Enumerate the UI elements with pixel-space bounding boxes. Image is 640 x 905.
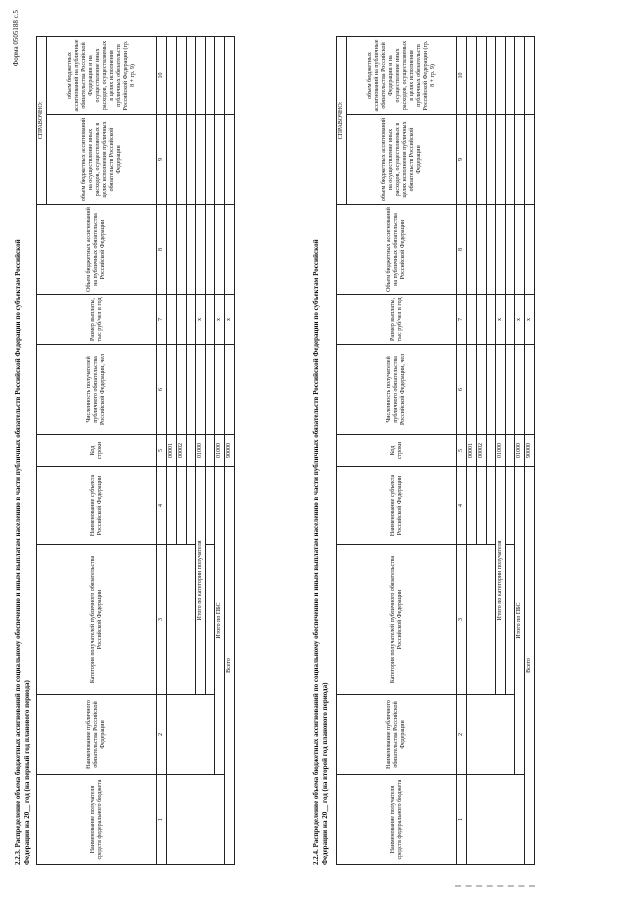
cell bbox=[225, 345, 235, 435]
row-code: 00002 bbox=[177, 435, 187, 467]
cell bbox=[187, 115, 196, 205]
total-pbs-code: 01000 bbox=[215, 435, 225, 467]
cell bbox=[506, 435, 515, 467]
cell bbox=[467, 295, 477, 345]
cell-subject bbox=[187, 467, 196, 545]
header-reference: СПРАВОЧНО: bbox=[37, 37, 47, 205]
row-code: 00002 bbox=[477, 435, 487, 467]
cell bbox=[177, 345, 187, 435]
cell-subject bbox=[477, 467, 487, 545]
header-payment: Размер выплаты, тыс руб/чел в год bbox=[37, 295, 157, 345]
cell bbox=[206, 37, 215, 115]
cell bbox=[506, 37, 515, 115]
cell bbox=[206, 115, 215, 205]
blank-cell bbox=[506, 467, 515, 545]
cell bbox=[525, 115, 535, 205]
cell bbox=[477, 295, 487, 345]
colnum-9: 9 bbox=[457, 115, 467, 205]
header-subject: Наименование субъекта Российской Федерации bbox=[37, 467, 157, 545]
total-category-x: x bbox=[196, 295, 206, 345]
total-pbs-label: Итого по ПБС bbox=[515, 467, 525, 775]
colnum-5: 5 bbox=[457, 435, 467, 467]
cell bbox=[187, 435, 196, 467]
cell bbox=[477, 345, 487, 435]
colnum-8: 8 bbox=[157, 205, 167, 295]
cell-obligation bbox=[467, 695, 515, 775]
total-pbs-label: Итого по ПБС bbox=[215, 467, 225, 775]
grand-total-code: 90000 bbox=[225, 435, 235, 467]
cell bbox=[196, 37, 206, 115]
cell bbox=[177, 295, 187, 345]
colnum-1: 1 bbox=[457, 775, 467, 865]
grand-total-code: 90000 bbox=[525, 435, 535, 467]
total-pbs-x: x bbox=[515, 295, 525, 345]
colnum-6: 6 bbox=[457, 345, 467, 435]
cell bbox=[206, 435, 215, 467]
header-recipient: Наименование получателя средств федерального бюджета bbox=[37, 775, 157, 865]
colnum-3: 3 bbox=[157, 545, 167, 695]
header-count: Численность получателей публичного обязательства Российской Федерации, чел bbox=[37, 345, 157, 435]
cell bbox=[215, 345, 225, 435]
scan-artifact-divider bbox=[455, 885, 535, 887]
cell bbox=[506, 205, 515, 295]
cell bbox=[206, 295, 215, 345]
cell bbox=[515, 205, 525, 295]
cell bbox=[477, 205, 487, 295]
cell bbox=[496, 205, 506, 295]
cell bbox=[496, 37, 506, 115]
cell-recipient bbox=[167, 775, 225, 865]
cell bbox=[496, 345, 506, 435]
colnum-10: 10 bbox=[157, 37, 167, 115]
colnum-1: 1 bbox=[157, 775, 167, 865]
cell bbox=[206, 205, 215, 295]
cell bbox=[487, 345, 496, 435]
cell bbox=[177, 37, 187, 115]
colnum-4: 4 bbox=[157, 467, 167, 545]
total-category-label: Итого по категории получателя bbox=[496, 467, 506, 695]
cell bbox=[196, 115, 206, 205]
cell bbox=[467, 345, 477, 435]
cell bbox=[525, 345, 535, 435]
cell bbox=[187, 295, 196, 345]
section-2-title-line2: Федерации на 20__ год (на второй год планового периода) bbox=[321, 682, 329, 865]
cell bbox=[225, 115, 235, 205]
cell bbox=[467, 115, 477, 205]
header-subject: Наименование субъекта Российской Федерации bbox=[337, 467, 457, 545]
cell-subject bbox=[177, 467, 187, 545]
header-volume: Объем бюджетных ассигнований на публичных обязательства Российской Федерации bbox=[37, 205, 157, 295]
section-1-title-line1: 2.2.3. Распределение объема бюджетных ассигнований по социальному обеспечению и иным выплатам населению в части публичных обязательств Российской Федерации по субъектам Российской bbox=[14, 239, 22, 865]
colnum-6: 6 bbox=[157, 345, 167, 435]
total-pbs-code: 01000 bbox=[515, 435, 525, 467]
header-other-expenses: объем бюджетных ассигнований на осуществление иных расходов, осуществляемых в целях исполнения публичных обязательств Российской Федерации bbox=[47, 115, 157, 205]
cell bbox=[525, 37, 535, 115]
cell bbox=[215, 205, 225, 295]
cell bbox=[506, 295, 515, 345]
grand-total-x: x bbox=[525, 295, 535, 345]
header-code: Код строки bbox=[337, 435, 457, 467]
colnum-2: 2 bbox=[457, 695, 467, 775]
colnum-3: 3 bbox=[457, 545, 467, 695]
cell bbox=[467, 205, 477, 295]
cell bbox=[487, 205, 496, 295]
grand-total-label: Всего bbox=[225, 467, 235, 865]
header-volume: Объем бюджетных ассигнований на публичных обязательства Российской Федерации bbox=[337, 205, 457, 295]
cell-category bbox=[467, 545, 496, 695]
cell bbox=[167, 115, 177, 205]
header-total-volume: объем бюджетных ассигнований на публичные обязательства Российской Федерации и на осуществление иных расходов, осуществляемых в целях исполнения публичных обязательств Российской Федерации (гр. 8 + гр. 9) bbox=[47, 37, 157, 115]
cell bbox=[167, 295, 177, 345]
header-category: Категория получателей публичного обязательства Российской Федерации bbox=[37, 545, 157, 695]
cell bbox=[225, 37, 235, 115]
cell bbox=[467, 37, 477, 115]
colnum-4: 4 bbox=[457, 467, 467, 545]
cell bbox=[477, 37, 487, 115]
row-code: 00001 bbox=[167, 435, 177, 467]
cell bbox=[167, 37, 177, 115]
header-recipient: Наименование получателя средств федерального бюджета bbox=[337, 775, 457, 865]
section-1-title-line2: Федерации на 20__ год (на первый год планового периода) bbox=[23, 680, 31, 865]
cell bbox=[167, 205, 177, 295]
section-2-title bbox=[312, 165, 330, 865]
header-obligation: Наименование публичного обязательства Российской Федерации bbox=[337, 695, 457, 775]
total-pbs-x: x bbox=[215, 295, 225, 345]
cell bbox=[215, 37, 225, 115]
cell bbox=[506, 345, 515, 435]
cell-category bbox=[167, 545, 196, 695]
cell bbox=[187, 345, 196, 435]
header-total-volume: объем бюджетных ассигнований на публичные обязательства Российской Федерации и на осуществление иных расходов, осуществляемых в целях исполнения публичных обязательств Российской Федерации (гр. 8 + гр. 9) bbox=[347, 37, 457, 115]
section-1-title bbox=[14, 165, 32, 865]
total-category-x: x bbox=[496, 295, 506, 345]
cell bbox=[515, 115, 525, 205]
cell-subject bbox=[167, 467, 177, 545]
table-section-2 bbox=[336, 36, 535, 865]
header-category: Категория получателей публичного обязательства Российской Федерации bbox=[337, 545, 457, 695]
colnum-9: 9 bbox=[157, 115, 167, 205]
cell bbox=[225, 205, 235, 295]
cell-recipient bbox=[467, 775, 525, 865]
cell bbox=[477, 115, 487, 205]
total-category-label: Итого по категории получателя bbox=[196, 467, 206, 695]
header-code: Код строки bbox=[37, 435, 157, 467]
colnum-7: 7 bbox=[157, 295, 167, 345]
total-category-code: 01000 bbox=[496, 435, 506, 467]
cell bbox=[525, 205, 535, 295]
header-obligation: Наименование публичного обязательства Российской Федерации bbox=[37, 695, 157, 775]
blank-cell bbox=[506, 545, 515, 695]
header-reference: СПРАВОЧНО: bbox=[337, 37, 347, 205]
blank-cell bbox=[206, 467, 215, 545]
blank-cell bbox=[206, 545, 215, 695]
row-code: 00001 bbox=[467, 435, 477, 467]
section-2-title-line1: 2.2.4. Распределение объема бюджетных ассигнований по социальному обеспечению и иным выплатам населению в части публичных обязательств Российской Федерации по субъектам Российской bbox=[312, 239, 320, 865]
cell bbox=[487, 295, 496, 345]
colnum-5: 5 bbox=[157, 435, 167, 467]
cell bbox=[187, 205, 196, 295]
form-code: Форма 0505188 с.5 bbox=[12, 10, 20, 67]
cell bbox=[487, 115, 496, 205]
cell bbox=[487, 37, 496, 115]
header-count: Численность получателей публичного обязательства Российской Федерации, чел bbox=[337, 345, 457, 435]
cell bbox=[177, 205, 187, 295]
cell bbox=[506, 115, 515, 205]
grand-total-label: Всего bbox=[525, 467, 535, 865]
header-other-expenses: объем бюджетных ассигнований на осуществление иных расходов, осуществляемых в целях исполнения публичных обязательств Российской Федерации bbox=[347, 115, 457, 205]
cell-obligation bbox=[167, 695, 215, 775]
cell bbox=[206, 345, 215, 435]
header-payment: Размер выплаты, тыс руб/чел в год bbox=[337, 295, 457, 345]
cell bbox=[515, 37, 525, 115]
cell bbox=[196, 345, 206, 435]
cell bbox=[515, 345, 525, 435]
table-section-1 bbox=[36, 36, 235, 865]
cell-subject bbox=[487, 467, 496, 545]
colnum-7: 7 bbox=[457, 295, 467, 345]
grand-total-x: x bbox=[225, 295, 235, 345]
cell bbox=[215, 115, 225, 205]
cell bbox=[167, 345, 177, 435]
cell bbox=[487, 435, 496, 467]
total-category-code: 01000 bbox=[196, 435, 206, 467]
cell bbox=[496, 115, 506, 205]
cell bbox=[177, 115, 187, 205]
colnum-8: 8 bbox=[457, 205, 467, 295]
colnum-10: 10 bbox=[457, 37, 467, 115]
cell bbox=[196, 205, 206, 295]
cell-subject bbox=[467, 467, 477, 545]
colnum-2: 2 bbox=[157, 695, 167, 775]
cell bbox=[187, 37, 196, 115]
